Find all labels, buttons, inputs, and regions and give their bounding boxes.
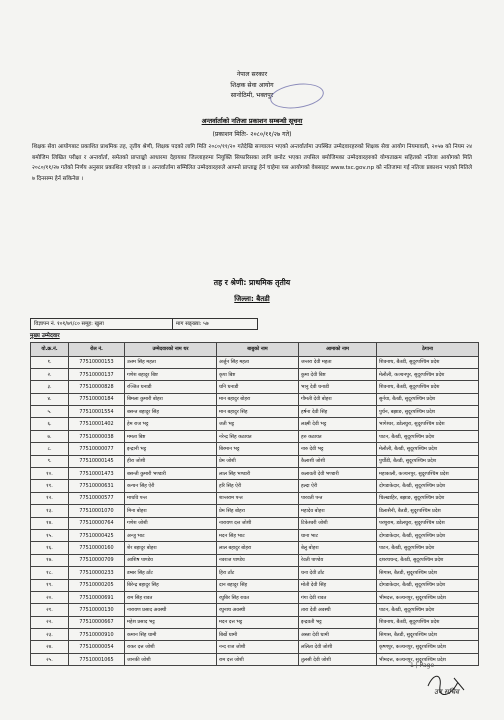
row-roll-number: 77510000077 — [69, 443, 125, 455]
row-roll-number: 77510000160 — [69, 542, 125, 554]
header-roll: रोल नं. — [69, 343, 125, 357]
row-roll-number: 77510000153 — [69, 356, 125, 368]
row-father-name: लाल सिंह भण्डारी — [217, 468, 299, 480]
row-serial: १९. — [31, 579, 69, 591]
district-title: जिल्ला: बैतडी — [234, 295, 270, 303]
table-row — [31, 567, 479, 579]
row-address: सिगास, बैतडी, सुदूरपश्चिम प्रदेश — [377, 567, 479, 579]
row-father-name: मान बहादुर बोहरा — [217, 393, 299, 405]
row-mother-name: कैलाशी जोशी — [299, 455, 377, 467]
table-row — [31, 505, 479, 517]
row-serial: २३. — [31, 629, 69, 641]
table-row — [31, 579, 479, 591]
row-serial: १२. — [31, 492, 69, 504]
row-address: दोगडाकेदार, बैतडी, सुदूरपश्चिम प्रदेश — [377, 480, 479, 492]
row-father-name: मान बहादुर सिंह — [217, 406, 299, 418]
row-address: शिवनाथ, बैतडी, सुदूरपश्चिम प्रदेश — [377, 616, 479, 628]
commission-name: शिक्षक सेवा आयोग — [230, 81, 274, 89]
row-father-name: रघुनाथ अवस्थी — [217, 604, 299, 616]
row-roll-number: 77510000038 — [69, 430, 125, 442]
table-row — [31, 529, 479, 541]
row-mother-name: गंगा देवी रावत — [299, 591, 377, 603]
row-candidate-name: इन्द्रानी भट्ट — [125, 443, 217, 455]
table-row — [31, 443, 479, 455]
row-mother-name: जन्तरा देवी महता — [299, 356, 377, 368]
advertisement-number: विज्ञापन नं. १०१/७९/८० समूह: खुला — [31, 319, 173, 329]
table-row — [31, 393, 479, 405]
row-address: डिलासैनी, बैतडी, सुदूरपश्चिम प्रदेश — [377, 505, 479, 517]
table-row — [31, 554, 479, 566]
row-candidate-name: महेश प्रसाद भट्ट — [125, 616, 217, 628]
row-address: शिवनाथ, बैतडी, सुदूरपश्चिम प्रदेश — [377, 356, 479, 368]
header-father-name: बाबुको नाम — [217, 343, 299, 357]
row-address: भागेश्वर, डडेलधुरा, सुदूरपश्चिम प्रदेश — [377, 418, 479, 430]
row-father-name: बिरमान भट्ट — [217, 443, 299, 455]
row-candidate-name: बसन्ती कुमारी भण्डारी — [125, 468, 217, 480]
row-roll-number: 77510000709 — [69, 554, 125, 566]
row-roll-number: 77510000137 — [69, 368, 125, 380]
row-roll-number: 77510000691 — [69, 591, 125, 603]
table-row — [31, 616, 479, 628]
publish-date: (प्रकाशन मितिः- २०८०/११/२७ गते) — [212, 131, 292, 138]
header-address: ठेगाना — [377, 343, 479, 357]
row-serial: १४. — [31, 517, 69, 529]
row-address: दशरथचन्द, बैतडी, सुदूरपश्चिम प्रदेश — [377, 554, 479, 566]
row-roll-number: 77510000233 — [69, 567, 125, 579]
row-father-name: मदन सिंह भाट — [217, 529, 299, 541]
row-candidate-name: डम्बर सिंह ठाँट — [125, 567, 217, 579]
row-father-name: नरेन्द्र सिंह कठायत — [217, 430, 299, 442]
row-candidate-name: बसन्त बहादुर सिंह — [125, 406, 217, 418]
header-candidate-name: उम्मेदवारको नाम थर — [125, 343, 217, 357]
row-mother-name: धना देवी ठाँट — [299, 567, 377, 579]
row-address: चिल्खाहिर, बझाङ, सुदूरपश्चिम प्रदेश — [377, 492, 479, 504]
row-serial: ४. — [31, 393, 69, 405]
header-serial: यो.क्र.नं. — [31, 343, 69, 357]
row-father-name: नारायण दत्त जोशी — [217, 517, 299, 529]
row-mother-name: रेवती पाण्डेय — [299, 554, 377, 566]
row-father-name: प्रेम जोशी — [217, 455, 299, 467]
row-roll-number: 77510000764 — [69, 517, 125, 529]
row-candidate-name: मिना बोहरा — [125, 505, 217, 517]
row-roll-number: 77510001070 — [69, 505, 125, 517]
row-mother-name: नारु देवी भट्ट — [299, 443, 377, 455]
row-address: पाटन, बैतडी, सुदूरपश्चिम प्रदेश — [377, 430, 479, 442]
row-father-name: हिरा ठाँट — [217, 567, 299, 579]
row-serial: २४. — [31, 641, 69, 653]
row-address: सिगास, बैतडी, सुदूरपश्चिम प्रदेश — [377, 629, 479, 641]
row-roll-number: 77510000130 — [69, 604, 125, 616]
table-body — [31, 356, 479, 666]
row-roll-number: 77510000425 — [69, 529, 125, 541]
row-roll-number: 77510001065 — [69, 653, 125, 665]
row-candidate-name: शेर बहादुर बोहरा — [125, 542, 217, 554]
row-serial: १८. — [31, 567, 69, 579]
row-mother-name: अस्ता देवी धामी — [299, 629, 377, 641]
row-roll-number: 77510000054 — [69, 641, 125, 653]
table-row — [31, 480, 479, 492]
results-table — [30, 342, 479, 666]
row-serial: १. — [31, 356, 69, 368]
row-serial: १३. — [31, 505, 69, 517]
row-candidate-name: हीरा जोशी — [125, 455, 217, 467]
row-serial: ११. — [31, 480, 69, 492]
table-row — [31, 517, 479, 529]
header-mother-name: आमाको नाम — [299, 343, 377, 357]
notice-subject: अन्तर्वार्ताको नतिजा प्रकाशन सम्बन्धी सूचना — [201, 117, 303, 125]
row-mother-name: भानु देवी धनाडी — [299, 381, 377, 393]
table-row — [31, 542, 479, 554]
row-serial: १०. — [31, 468, 69, 480]
row-address: भीमदत्त, कञ्चनपुर, सुदूरपश्चिम प्रदेश — [377, 591, 479, 603]
row-serial: २. — [31, 368, 69, 380]
row-serial: ७. — [31, 430, 69, 442]
row-father-name: नन्द राज जोशी — [217, 641, 299, 653]
table-row — [31, 455, 479, 467]
row-roll-number: 77510001554 — [69, 406, 125, 418]
table-row — [31, 418, 479, 430]
row-mother-name: टिकेश्वरी जोशी — [299, 517, 377, 529]
row-roll-number: 77510000184 — [69, 393, 125, 405]
level-title: तह र श्रेणी: प्राथमिक तृतीय — [213, 278, 291, 287]
row-serial: २१. — [31, 604, 69, 616]
row-mother-name: बेलु बोहरा — [299, 542, 377, 554]
table-row — [31, 356, 479, 368]
row-serial: २५. — [31, 653, 69, 665]
row-roll-number: 77510001473 — [69, 468, 125, 480]
row-serial: ९. — [31, 455, 69, 467]
row-mother-name: कुमा देवी बिष्ट — [299, 368, 377, 380]
signature — [420, 672, 478, 706]
row-father-name: राम दत्त जोशी — [217, 653, 299, 665]
row-address: पाटन, बैतडी, सुदूरपश्चिम प्रदेश — [377, 604, 479, 616]
row-candidate-name: ममता बिष्ट — [125, 430, 217, 442]
row-candidate-name: माधवि पन्त — [125, 492, 217, 504]
notice-paragraph: शिक्षक सेवा आयोगबाट प्रकाशित प्राथमिक तह, तृतीय श्रेणी, शिक्षक पदको लागि मिति २०८०/११/२० गतेदेखि सञ्चालन भएको अन्तर्वार्तामा उपस्थित उम्मेदवारहरुको शिक्षक सेवा आयोग नियमावली, २०५७ को नियम २४ बमोजिम लिखित परीक्षा र अन्तर्वार्ता, समेतको प्राप्ताङ्को आधारमा देहायका जिल्लाहरुमा नियुक्ति सिफारिसका लागि छनोट भएका तपसिल बमोजिमका उम्मेदवारहरुको योग्यताक्रम सहितको नतिजा आयोगको मिति २०८०/११/२७ गतेको निर्णय अनुसार प्रकाशित गरिएको छ । अन्तर्वार्तामा सम्मिलित उम्मेदवारहरुले आफ्नो प्राप्ताङ्क हेर्न चाहेमा यस आयोगको वेबसाइट www.tsc.gov.np को नतिजामा गई नतिजा प्रकाशन भएको मितिले ७ दिनसम्म हेर्न सकिनेछ । — [32, 144, 472, 182]
row-mother-name: महादेव बोहरा — [299, 505, 377, 517]
row-father-name: जती भट्ट — [217, 418, 299, 430]
row-mother-name: कलावती देवी भण्डारी — [299, 468, 377, 480]
row-mother-name: हरु कठायत — [299, 430, 377, 442]
signatory-title: उप सचिव — [434, 688, 459, 696]
row-mother-name: लक्ष्मी देवी भट्ट — [299, 418, 377, 430]
row-mother-name: धाना भाट — [299, 529, 377, 541]
row-address: दोगडाकेदार, बैतडी, सुदूरपश्चिम प्रदेश — [377, 579, 479, 591]
row-address: शिवनाथ, बैतडी, सुदूरपश्चिम प्रदेश — [377, 381, 479, 393]
row-father-name: अर्जुन सिंह महता — [217, 356, 299, 368]
row-serial: ६. — [31, 418, 69, 430]
row-mother-name: तारा देवी अवस्थी — [299, 604, 377, 616]
table-row — [31, 368, 479, 380]
row-candidate-name: बिमला कुमारी बोहरा — [125, 393, 217, 405]
row-address: पाटन, बैतडी, सुदूरपश्चिम प्रदेश — [377, 542, 479, 554]
row-address: मेलौली, बैतडी, सुदूरपश्चिम प्रदेश — [377, 443, 479, 455]
row-address: भीमदत्त, कञ्चनपुर, सुदूरपश्चिम प्रदेश — [377, 653, 479, 665]
row-roll-number: 77510000828 — [69, 381, 125, 393]
row-serial: ५. — [31, 406, 69, 418]
row-serial: १५. — [31, 529, 69, 541]
row-candidate-name: राम सिंह रावत — [125, 591, 217, 603]
row-address: मेलौली, कञ्चनपुर, सुदूरपश्चिम प्रदेश — [377, 368, 479, 380]
table-row — [31, 468, 479, 480]
row-serial: १६. — [31, 542, 69, 554]
row-address: कृष्णपुर, कञ्चनपुर, सुदूरपश्चिम प्रदेश — [377, 641, 479, 653]
row-father-name: प्रेम सिंह बोहरा — [217, 505, 299, 517]
government-name: नेपाल सरकार — [236, 71, 268, 78]
row-address: सुर्नया, बैतडी, सुदूरपश्चिम प्रदेश — [377, 393, 479, 405]
row-candidate-name: आशिष पाण्डेय — [125, 554, 217, 566]
section-title: मुख्य उम्मेदवार — [30, 333, 60, 339]
table-header-row — [31, 343, 479, 357]
row-roll-number: 77510000205 — [69, 579, 125, 591]
table-row — [31, 406, 479, 418]
table-row — [31, 430, 479, 442]
row-candidate-name: जानकी जोशी — [125, 653, 217, 665]
row-candidate-name: बिरेन्द्र बहादुर सिंह — [125, 579, 217, 591]
row-father-name: नवराज पाण्डेय — [217, 554, 299, 566]
row-serial: २०. — [31, 591, 69, 603]
row-candidate-name: गणेश जोशी — [125, 517, 217, 529]
row-mother-name: इन्द्रवती भट्ट — [299, 616, 377, 628]
commission-address: सानोठिमी, भक्तपुर — [230, 92, 274, 99]
row-candidate-name: हेम राज भट्ट — [125, 418, 217, 430]
row-mother-name: हल्दा ऐरी — [299, 480, 377, 492]
row-mother-name: तुलसी देवी जोशी — [299, 653, 377, 665]
letterhead — [0, 70, 504, 102]
row-address: पुर्चन, बझाङ, सुदूरपश्चिम प्रदेश — [377, 406, 479, 418]
row-roll-number: 77510000145 — [69, 455, 125, 467]
row-father-name: बिर्खे धामी — [217, 629, 299, 641]
row-mother-name: गौमती देवी बोहरा — [299, 393, 377, 405]
advertisement-box — [30, 318, 258, 330]
table-row — [31, 641, 479, 653]
table-row — [31, 629, 479, 641]
row-address: दोगडाकेदार, बैतडी, सुदूरपश्चिम प्रदेश — [377, 529, 479, 541]
row-father-name: धनि धनाडी — [217, 381, 299, 393]
row-candidate-name: रञ्जित धनाडी — [125, 381, 217, 393]
row-serial: ३. — [31, 381, 69, 393]
row-serial: १७. — [31, 554, 69, 566]
row-candidate-name: उत्तम सिंह महता — [125, 356, 217, 368]
row-address: महाकाली, कञ्चनपुर, सुदूरपश्चिम प्रदेश — [377, 468, 479, 480]
page-number: 1 | Page — [410, 662, 435, 669]
row-father-name: कृपा बिष्ट — [217, 368, 299, 380]
table-row — [31, 492, 479, 504]
row-father-name: मदन दत्त भट्ट — [217, 616, 299, 628]
row-mother-name: ललिता देवी जोशी — [299, 641, 377, 653]
row-father-name: दान बहादुर सिंह — [217, 579, 299, 591]
row-father-name: शान्तराम पन्त — [217, 492, 299, 504]
row-mother-name: हर्षना देवी सिंह — [299, 406, 377, 418]
row-roll-number: 77510000910 — [69, 629, 125, 641]
table-row — [31, 604, 479, 616]
row-father-name: लाल बहादुर बोहरा — [217, 542, 299, 554]
row-serial: ८. — [31, 443, 69, 455]
seat-count: माग सङ्ख्या: ५७ — [176, 321, 209, 327]
row-candidate-name: अन्जु भाट — [125, 529, 217, 541]
row-serial: २२. — [31, 616, 69, 628]
row-candidate-name: नारायण प्रसाद अवस्थी — [125, 604, 217, 616]
row-address: परशुराम, डडेलधुरा, सुदूरपश्चिम प्रदेश — [377, 517, 479, 529]
table-row — [31, 591, 479, 603]
row-father-name: रघुबिर सिंह रावत — [217, 591, 299, 603]
row-mother-name: पारवती पन्त — [299, 492, 377, 504]
table-row — [31, 381, 479, 393]
row-candidate-name: राकर दत्त जोशी — [125, 641, 217, 653]
row-candidate-name: कन्चन सिंह ऐरी — [125, 480, 217, 492]
row-address: पुर्चौडी, बैतडी, सुदूरपश्चिम प्रदेश — [377, 455, 479, 467]
row-roll-number: 77510000667 — [69, 616, 125, 628]
row-roll-number: 77510000631 — [69, 480, 125, 492]
row-roll-number: 77510001402 — [69, 418, 125, 430]
row-mother-name: मोती देवी सिंह — [299, 579, 377, 591]
row-candidate-name: कमान सिंह धामी — [125, 629, 217, 641]
row-candidate-name: गणेश बहादुर बिष्ट — [125, 368, 217, 380]
row-roll-number: 77510000577 — [69, 492, 125, 504]
row-father-name: हरि सिंह ऐरी — [217, 480, 299, 492]
